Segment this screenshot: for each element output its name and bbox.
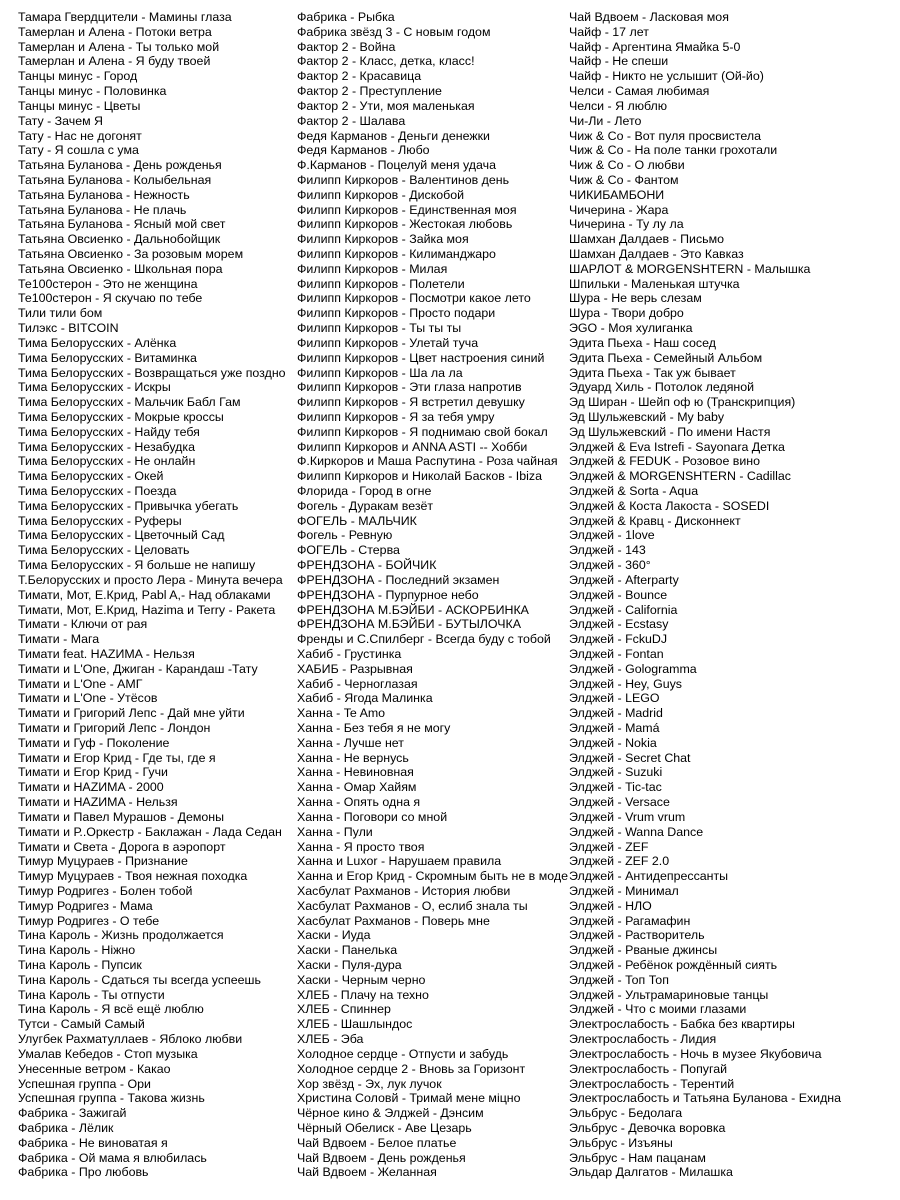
song-entry: ФРЕНДЗОНА - Пурпурное небо [297,587,479,602]
song-entry: Элджей - Что с моими глазами [569,1002,747,1017]
song-entry: Филипп Киркоров - Ты ты ты [297,321,462,336]
song-entry: Элджей - 1love [569,528,655,543]
song-column-2 [297,10,568,1180]
song-entry: Тима Белорусских - Мальчик Бабл Гам [18,395,241,410]
song-entry: Чи-Ли - Лето [569,113,642,128]
song-entry: Ханна - Невиновная [297,765,414,780]
song-entry: Филипп Киркоров - Посмотри какое лето [297,291,531,306]
song-entry: Татьяна Буланова - Нежность [18,187,190,202]
song-entry: Фабрика - Ой мама я влюбилась [18,1150,207,1165]
song-entry: Элджей - Suzuki [569,765,663,780]
song-entry: Фогель - Дуракам везёт [297,498,434,513]
song-entry: Элджей - Vrum vrum [569,809,686,824]
song-entry: Татьяна Овсиенко - Дальнобойщик [18,232,221,247]
song-entry: Эльбрус - Бедолага [569,1106,683,1121]
song-entry: Умалав Кебедов - Стоп музыка [18,1046,198,1061]
song-entry: Тутси - Самый Самый [18,1017,145,1032]
song-entry: Тимур Родригез - Мама [18,898,153,913]
song-entry: Улугбек Рахматуллаев - Яблоко любви [18,1032,243,1047]
song-entry: Шамхан Далдаев - Письмо [569,232,725,247]
song-entry: Элджей - Растворитель [569,928,705,943]
song-entry: Элджей - Hey, Guys [569,676,682,691]
song-entry: Тина Кароль - Пупсик [18,958,142,972]
song-entry: Чёрное кино & Элджей - Дэнсим [297,1106,484,1121]
song-entry: Шпильки - Маленькая штучка [569,276,740,291]
song-entry: Тамерлан и Алена - Ты только мой [18,39,220,54]
song-entry: Филипп Киркоров - Цвет настроения синий [297,350,545,365]
song-entry: Тима Белорусских - Не онлайн [18,454,196,469]
song-entry: Унесенные ветром - Какао [18,1061,171,1076]
song-entry: Элджей - Топ Топ [569,972,669,987]
song-entry: Филипп Киркоров - Милая [297,261,448,276]
song-entry: ХЛЕБ - Спиннер [297,1002,391,1017]
song-entry: Элджей - Secret Chat [569,750,691,765]
song-entry: Тина Кароль - Я всё ещё люблю [18,1002,204,1017]
song-entry: Шура - Твори добро [569,306,684,321]
song-entry: Тимати и L'One - Утёсов [18,691,158,706]
song-entry: ФОГЕЛЬ - Стерва [297,543,400,558]
song-entry: Ханна - Я просто твоя [297,839,425,854]
song-entry: Элджей - Минимал [569,883,679,898]
song-entry: Элджей - Nokia [569,735,657,750]
song-entry: Филипп Киркоров - Дискобой [297,187,465,202]
song-entry: ФРЕНДЗОНА - БОЙЧИК [297,558,437,573]
song-entry: Тима Белорусских - Поезда [18,484,177,498]
song-entry: Элджей - Антидепрессанты [569,869,729,884]
song-entry: ФРЕНДЗОНА М.БЭЙБИ - БУТЫЛОЧКА [297,617,522,632]
song-entry: Элджей - Versace [569,795,670,810]
song-entry: Элджей - 143 [569,543,646,558]
song-entry: Тили тили бом [18,306,103,321]
song-entry: Элджей & Коста Лакоста - SOSEDI [569,498,770,513]
song-entry: Элджей - FckuDJ [569,632,668,647]
song-entry: Элджей & Eva Istrefi - Sayonara Детка [569,439,785,454]
song-entry: Хасбулат Рахманов - История любви [297,883,511,898]
song-entry: Филипп Киркоров - Единственная моя [297,202,517,217]
song-entry: Тима Белорусских - Я больше не напишу [18,558,256,573]
song-entry: Челси - Я люблю [569,98,668,113]
song-entry: Элджей - Wanna Dance [569,824,704,839]
song-entry: Тима Белорусских - Руферы [18,513,182,528]
song-entry: Тимур Муцураев - Признание [18,854,188,869]
song-entry: Тима Белорусских - Алёнка [18,335,177,350]
song-entry: Фабрика - Не виноватая я [18,1135,168,1150]
song-entry: Фабрика - Про любовь [18,1165,149,1180]
song-entry: Эдита Пьеха - Так уж бывает [569,365,736,380]
song-entry: Шамхан Далдаев - Это Кавказ [569,247,744,261]
song-entry: Чайф - Аргентина Ямайка 5-0 [569,39,741,54]
song-entry: Тамара Гвердцители - Мамины глаза [18,10,232,24]
song-entry: Хабиб - Черноглазая [297,676,418,691]
song-entry: Эльбрус - Девочка воровка [569,1120,726,1135]
song-entry: Тимати и Григорий Лепс - Дай мне уйти [18,706,245,721]
song-entry: Татьяна Буланова - День рожденья [18,158,222,173]
song-entry: Татьяна Буланова - Не плачь [18,202,187,217]
song-column-3 [569,10,895,1180]
song-entry: Электрослабость - Попугай [569,1061,728,1076]
song-entry: Элджей - Ecstasy [569,617,669,632]
song-entry: Фактор 2 - Война [297,39,396,54]
song-entry: Элджей - Bounce [569,587,668,602]
song-entry: Фактор 2 - Шалава [297,113,406,128]
song-entry: Холодное сердце 2 - Вновь за Горизонт [297,1061,526,1076]
song-entry: Танцы минус - Город [18,69,138,84]
song-entry: Ханна - Не вернусь [297,750,409,765]
song-entry: Тилэкс - BITCOIN [18,321,119,336]
song-entry: Френды и С.Спилберг - Всегда буду с тобой [297,632,551,647]
song-entry: Филипп Киркоров - Просто подари [297,306,496,321]
song-entry: Электрослабость и Татьяна Буланова - Ехидна [569,1091,842,1106]
song-entry: Электрослабость - Терентий [569,1076,735,1091]
song-entry: Фабрика - Зажигай [18,1106,127,1121]
song-entry: Хабиб - Грустинка [297,646,402,661]
song-entry: Хабиб - Ягода Малинка [297,691,433,706]
song-entry: ЧИКИБАМБОНИ [569,187,665,202]
song-entry: Ханна - Без тебя я не могу [297,721,451,735]
song-entry: Чай Вдвоем - Желанная [297,1165,437,1180]
song-entry: ФОГЕЛЬ - МАЛЬЧИК [297,513,417,528]
song-entry: Т.Белорусских и просто Лера - Минута вечера [18,572,283,587]
song-entry: Чай Вдвоем - Белое платье [297,1135,457,1150]
song-entry: Успешная группа - Ори [18,1076,151,1091]
song-entry: Филипп Киркоров - Улетай туча [297,335,479,350]
song-entry: Элджей - Ультрамариновые танцы [569,987,769,1002]
song-entry: Хор звёзд - Эх, лук лучок [297,1076,442,1091]
song-entry: Фактор 2 - Ути, моя маленькая [297,98,475,113]
song-entry: Тима Белорусских - Привычка убегать [18,498,239,513]
song-entry: Элджей - 360° [569,558,651,573]
song-entry: Тима Белорусских - Витаминка [18,350,197,365]
song-entry: Тамерлан и Алена - Я буду твоей [18,54,211,69]
song-entry: Хаски - Панелька [297,943,398,958]
song-entry: Эльдар Далгатов - Милашка [569,1165,733,1180]
song-entry: Чичерина - Жара [569,202,669,217]
song-entry: Филипп Киркоров - Я поднимаю свой бокал [297,424,548,439]
song-entry: Эдуард Хиль - Потолок ледяной [569,380,755,395]
song-entry: Челси - Самая любимая [569,84,710,99]
song-entry: Элджей - Tic-tac [569,780,662,795]
song-entry: Фактор 2 - Класс, детка, класс! [297,54,475,69]
song-entry: Филипп Киркоров и ANNA ASTI -- Хобби [297,439,528,454]
song-entry: Хаски - Иуда [297,928,371,943]
song-entry: Флорида - Город в огне [297,484,432,498]
song-entry: Тимати, Мот, Е.Крид, Pabl A,- Над облаками [18,587,271,602]
song-list [0,10,900,1195]
song-entry: Элджей & FEDUK - Розовое вино [569,454,761,469]
song-entry: Элджей - ZEF [569,839,649,854]
song-entry: Тима Белорусских - Незабудка [18,439,195,454]
song-entry: Элджей & MORGENSHTERN - Cadillac [569,469,791,484]
song-entry: Эльбрус - Изъяны [569,1135,673,1150]
song-entry: Татьяна Овсиенко - Школьная пора [18,261,223,276]
song-entry: Чиж & Co - Фантом [569,172,679,187]
song-entry: Элджей - Mamá [569,721,660,735]
song-entry: Фабрика звёзд 3 - С новым годом [297,24,491,39]
song-entry: Элджей - Ребёнок рождённый сиять [569,958,778,972]
song-entry: Тимати и L'One - АМГ [18,676,143,691]
song-entry: Филипп Киркоров - Ша ла ла [297,365,463,380]
song-entry: Эдита Пьеха - Наш сосед [569,335,716,350]
song-entry: Ханна - Пули [297,824,373,839]
song-entry: ХЛЕБ - Плачу на техно [297,987,429,1002]
song-entry: Элджей - LEGO [569,691,660,706]
song-entry: Электрослабость - Ночь в музее Якубовича [569,1046,822,1061]
song-entry: Ф.Карманов - Поцелуй меня удача [297,158,497,173]
song-entry: Тимати и Григорий Лепс - Лондон [18,721,211,735]
song-entry: Тимати, Мот, Е.Крид, Hazima и Terry - Ракета [18,602,276,617]
song-entry: Ханна - Te Amo [297,706,386,721]
song-entry: Те100стерон - Это не женщина [18,276,198,291]
song-entry: Те100стерон - Я скучаю по тебе [18,291,203,306]
song-entry: Филипп Киркоров - Зайка моя [297,232,469,247]
song-entry: Фабрика - Рыбка [297,10,395,24]
song-entry: Филипп Киркоров - Эти глаза напротив [297,380,522,395]
song-entry: Элджей - Рагамафин [569,913,691,928]
song-entry: Тима Белорусских - Мокрые кроссы [18,409,224,424]
song-entry: Тимати и HAZИMA - Нельзя [18,795,178,810]
song-entry: Элджей - Gologramma [569,661,697,676]
song-entry: Тимати и Егор Крид - Гучи [18,765,168,780]
song-entry: Элджей - НЛО [569,898,652,913]
song-entry: Чичерина - Ту лу ла [569,217,684,232]
song-entry: Эдита Пьеха - Семейный Альбом [569,350,763,365]
song-entry: Элджей - Madrid [569,706,663,721]
song-entry: Элджей - Fontan [569,646,664,661]
song-entry: Чай Вдвоем - День рожденья [297,1150,466,1165]
song-entry: Чайф - Никто не услышит (Ой-йо) [569,69,764,84]
song-entry: ХЛЕБ - Шашлындос [297,1017,413,1032]
song-entry: Филипп Киркоров - Я за тебя умру [297,409,495,424]
song-entry: Христина Соловй - Тримай мене міцно [297,1091,521,1106]
song-entry: Ханна и Luxor - Нарушаем правила [297,854,502,869]
song-entry: Ханна - Лучше нет [297,735,404,750]
song-entry: Тимати и Егор Крид - Где ты, где я [18,750,216,765]
song-entry: Тима Белорусских - Цветочный Сад [18,528,225,543]
song-entry: Филипп Киркоров и Николай Басков - Ibiza [297,469,542,484]
song-entry: Тату - Зачем Я [18,113,104,128]
song-entry: Филипп Киркоров - Валентинов день [297,172,510,187]
song-entry: Шура - Не верь слезам [569,291,702,306]
song-entry: Фактор 2 - Преступление [297,84,442,99]
song-entry: Чиж & Co - Вот пуля просвистела [569,128,762,143]
song-entry: Чайф - 17 лет [569,24,649,39]
song-entry: Тима Белорусских - Возвращаться уже поздно [18,365,286,380]
song-entry: Хаски - Черным черно [297,972,426,987]
song-entry: ФРЕНДЗОНА М.БЭЙБИ - АСКОРБИНКА [297,602,529,617]
song-entry: Филипп Киркоров - Жестокая любовь [297,217,513,232]
song-entry: Тимати и L'One, Джиган - Карандаш -Тату [18,661,258,676]
song-entry: Татьяна Овсиенко - За розовым морем [18,247,244,261]
song-entry: Филипп Киркоров - Килиманджаро [297,247,496,261]
song-entry: Элджей - Рваные джинсы [569,943,718,958]
song-entry: Тату - Нас не догонят [18,128,142,143]
song-entry: Элджей & Sorta - Aqua [569,484,699,498]
song-entry: Элджей - California [569,602,678,617]
song-entry: Чиж & Co - О любви [569,158,685,173]
song-entry: Тимур Родригез - О тебе [18,913,160,928]
song-entry: Тамерлан и Алена - Потоки ветра [18,24,212,39]
song-entry: Татьяна Буланова - Ясный мой свет [18,217,226,232]
song-entry: Тимати feat. HAZИMA - Нельзя [18,646,195,661]
song-entry: Фабрика - Лёлик [18,1120,114,1135]
song-entry: Ханна - Поговори со мной [297,809,448,824]
song-entry: Тату - Я сошла с ума [18,143,139,158]
song-entry: Федя Карманов - Любо [297,143,430,158]
song-entry: Элджей - Afterparty [569,572,679,587]
song-entry: Тимур Родригез - Болен тобой [18,883,193,898]
song-entry: Тимати и Павел Мурашов - Демоны [18,809,225,824]
song-entry: Танцы минус - Половинка [18,84,167,99]
song-entry: ФРЕНДЗОНА - Последний экзамен [297,572,500,587]
song-entry: Тима Белорусских - Искры [18,380,171,395]
song-entry: Тимати - Мага [18,632,100,647]
song-entry: Тина Кароль - Ніжно [18,943,136,958]
song-entry: Федя Карманов - Деньги денежки [297,128,490,143]
song-entry: Элджей - ZEF 2.0 [569,854,670,869]
song-column-1 [18,10,288,1180]
song-entry: Тина Кароль - Жизнь продолжается [18,928,224,943]
song-entry: Тимати и HAZИMA - 2000 [18,780,164,795]
song-entry: Электрослабость - Бабка без квартиры [569,1017,795,1032]
song-entry: ЭGO - Моя хулиганка [569,321,693,336]
song-entry: Холодное сердце - Отпусти и забудь [297,1046,509,1061]
song-entry: Филипп Киркоров - Полетели [297,276,465,291]
song-entry: Хаски - Пуля-дура [297,958,402,972]
song-entry: Татьяна Буланова - Колыбельная [18,172,212,187]
song-entry: Тимати и Р..Оркестр - Баклажан - Лада Седан [18,824,282,839]
song-entry: Ханна - Опять одна я [297,795,421,810]
song-entry: Танцы минус - Цветы [18,98,141,113]
song-entry: Ф.Киркоров и Маша Распутина - Роза чайная [297,454,558,469]
song-entry: Электрослабость - Лидия [569,1032,717,1047]
song-entry: Фактор 2 - Красавица [297,69,422,84]
song-entry: Тина Кароль - Сдаться ты всегда успеешь [18,972,261,987]
song-entry: Тима Белорусских - Окей [18,469,164,484]
song-entry: Ханна - Омар Хайям [297,780,417,795]
song-entry: Успешная группа - Такова жизнь [18,1091,205,1106]
song-entry: Тимати - Ключи от рая [18,617,148,632]
song-entry: Ханна и Егор Крид - Скромным быть не в моде [297,869,568,884]
song-entry: Хасбулат Рахманов - О, еслиб знала ты [297,898,528,913]
song-entry: Тимур Муцураев - Твоя нежная походка [18,869,248,884]
song-entry: ХАБИБ - Разрывная [297,661,413,676]
song-entry: Чайф - Не спеши [569,54,669,69]
song-entry: Чёрный Обелиск - Аве Цезарь [297,1120,472,1135]
song-entry: Тима Белорусских - Целовать [18,543,190,558]
song-entry: Чай Вдвоем - Ласковая моя [569,10,729,24]
song-entry: Эд Шульжевский - По имени Настя [569,424,771,439]
song-entry: Тима Белорусских - Найду тебя [18,424,200,439]
song-entry: Элджей & Кравц - Дисконнект [569,513,741,528]
song-entry: Эд Ширан - Шейп оф ю (Транскрипция) [569,395,796,410]
song-entry: Чиж & Co - На поле танки грохотали [569,143,778,158]
song-entry: ХЛЕБ - Эба [297,1032,364,1047]
song-entry: Эд Шульжевский - My baby [569,409,725,424]
song-entry: Тимати и Гуф - Поколение [18,735,170,750]
song-entry: Тина Кароль - Ты отпусти [18,987,165,1002]
song-entry: Фогель - Ревную [297,528,393,543]
song-entry: Эльбрус - Нам пацанам [569,1150,706,1165]
song-entry: Тимати и Света - Дорога в аэропорт [18,839,226,854]
song-entry: ШАРЛОТ & MORGENSHTERN - Малышка [569,261,811,276]
song-entry: Хасбулат Рахманов - Поверь мне [297,913,490,928]
song-entry: Филипп Киркоров - Я встретил девушку [297,395,525,410]
